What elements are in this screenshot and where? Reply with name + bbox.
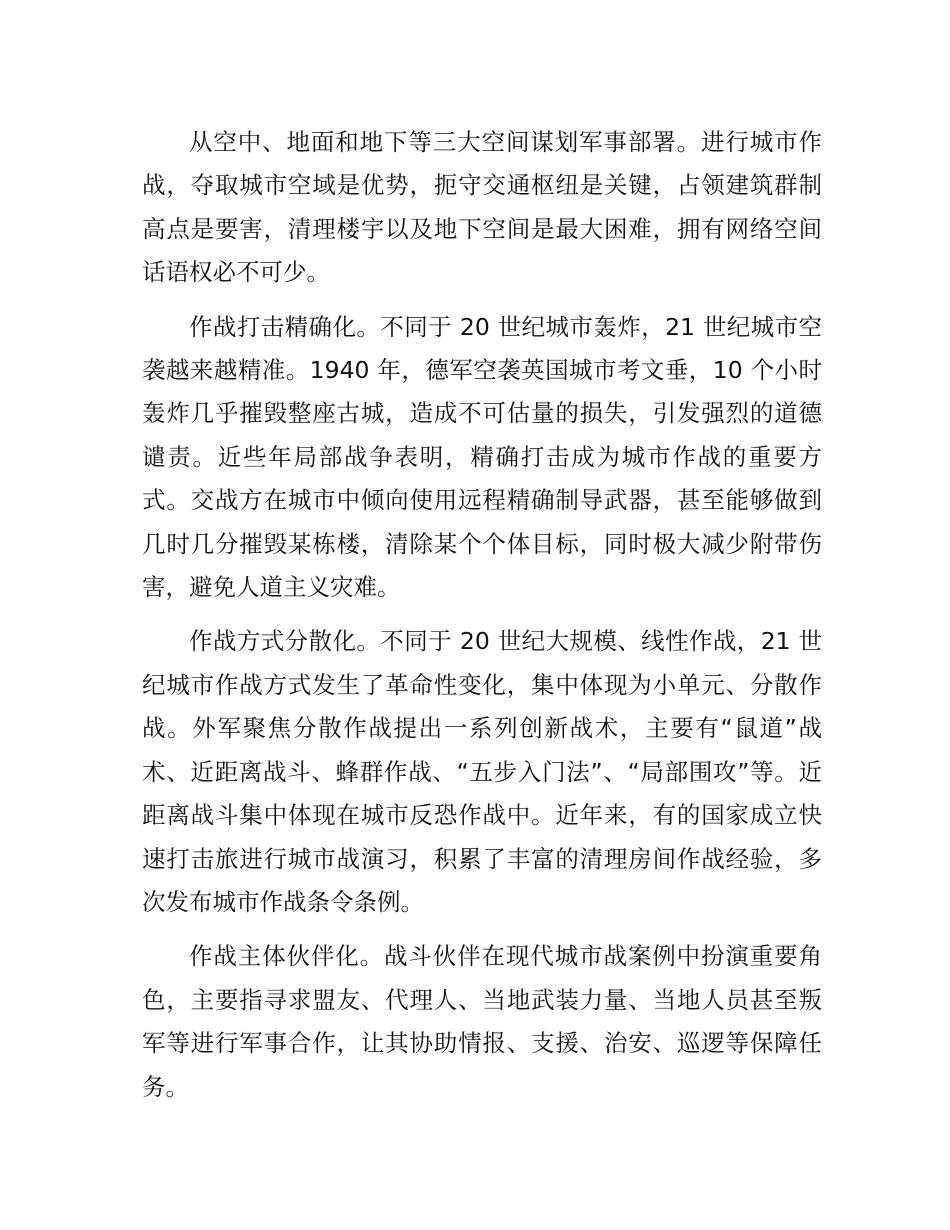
- paragraph-spatial-deployment: 从空中、地面和地下等三大空间谋划军事部署。进行城市作战，夺取城市空域是优势，扼守交通枢纽是关键，占领建筑群制高点是要害，清理楼宇以及地下空间是最大困难，拥有网络空间话语权必不可少。: [142, 128, 822, 287]
- document-page: [142, 121, 822, 1120]
- paragraph-precision-strike: 作战打击精确化。不同于 20 世纪城市轰炸，21 世纪城市空袭越来越精准。1940 年，德军空袭英国城市考文垂，10 个小时轰炸几乎摧毁整座古城，造成不可估量的损失，引发强烈的道德谴责。近些年局部战争表明，精确打击成为城市作战的重要方式。交战方在城市中倾向使用远程精确制导武器，甚至能够做到几时几分摧毁某栋楼，清除某个个体目标，同时极大减少附带伤害，避免人道主义灾难。: [142, 312, 822, 602]
- paragraph-partnered-forces: 作战主体伙伴化。战斗伙伴在现代城市战案例中扮演重要角色，主要指寻求盟友、代理人、当地武装力量、当地人员甚至叛军等进行军事合作，让其协助情报、支援、治安、巡逻等保障任务。: [142, 942, 822, 1101]
- paragraph-dispersed-operations: 作战方式分散化。不同于 20 世纪大规模、线性作战，21 世纪城市作战方式发生了革命性变化，集中体现为小单元、分散作战。外军聚焦分散作战提出一系列创新战术，主要有“鼠道”战术、近距离战斗、蜂群作战、“五步入门法”、“局部围攻”等。近距离战斗集中体现在城市反恐作战中。近年来，有的国家成立快速打击旅进行城市战演习，积累了丰富的清理房间作战经验，多次发布城市作战条令条例。: [142, 627, 822, 916]
